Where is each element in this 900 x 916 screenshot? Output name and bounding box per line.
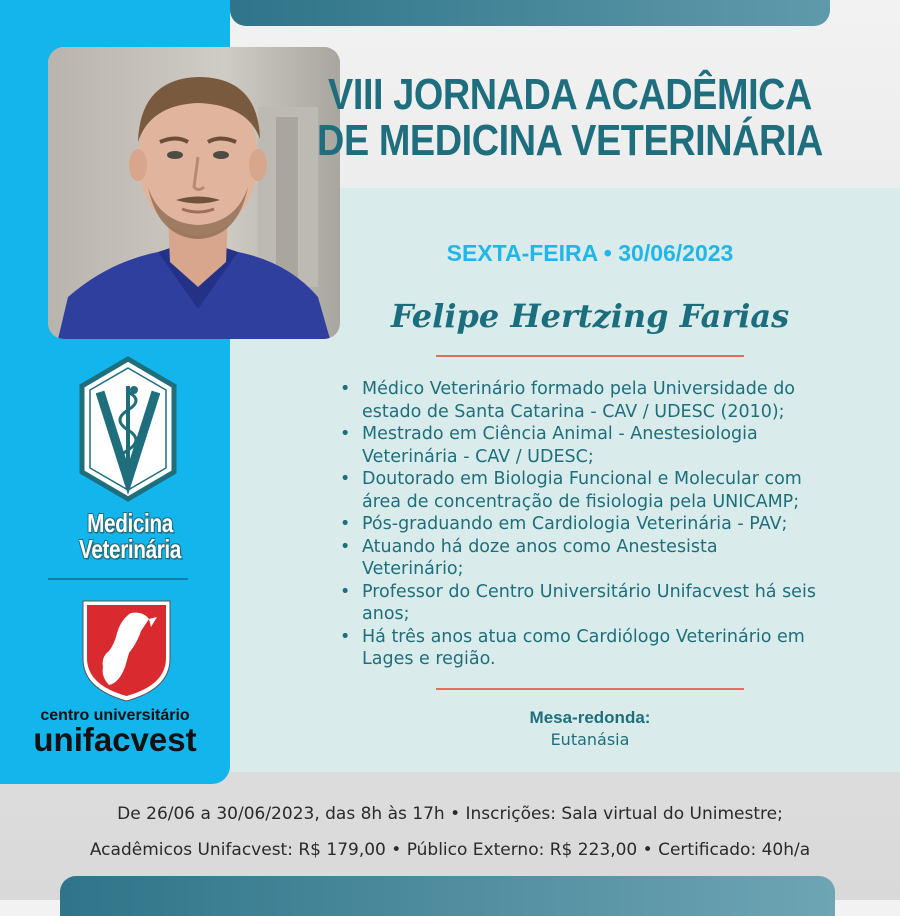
divider-bottom <box>436 688 744 690</box>
course-name-line1: Medicina <box>87 508 173 538</box>
bio-item-line: • Há três anos atua como Cardiólogo Veterinário em <box>362 626 805 647</box>
speaker-bio-list <box>336 378 856 671</box>
footer-line2: Acadêmicos Unifacvest: R$ 179,00 • Público Externo: R$ 223,00 • Certificado: 40h/a <box>89 840 811 860</box>
footer-line1: De 26/06 a 30/06/2023, das 8h às 17h • Inscrições: Sala virtual do Unimestre; <box>117 804 783 824</box>
bio-item-line: • Atuando há doze anos como Anestesista <box>362 536 718 557</box>
session-label: Mesa-redonda: <box>529 708 651 727</box>
bio-item <box>336 423 856 468</box>
bio-item-line: Lages e região. <box>362 649 496 669</box>
bio-item-line: estado de Santa Catarina - CAV / UDESC (2010); <box>362 401 785 422</box>
bio-item <box>336 378 856 423</box>
bio-item <box>336 513 856 536</box>
bio-item-line: área de concentração de fisiologia pela UNICAMP; <box>362 491 800 512</box>
event-title-line2: DE MEDICINA VETERINÁRIA <box>317 116 823 165</box>
unifacvest-shield-logo <box>79 597 174 705</box>
event-title-line1: VIII JORNADA ACADÊMICA <box>328 70 812 119</box>
bio-item-line: • Mestrado em Ciência Animal - Anestesiologia <box>362 424 758 444</box>
divider-top <box>436 355 744 357</box>
bio-item-line: • Doutorado em Biologia Funcional e Molecular com <box>362 469 802 489</box>
bio-item <box>336 468 856 513</box>
speaker-name: Felipe Hertzing Farias <box>390 297 790 335</box>
bio-item-line: anos; <box>362 604 410 624</box>
bottom-accent-bar <box>60 876 835 916</box>
bio-item-line: Veterinária - CAV / UDESC; <box>362 446 594 467</box>
institution-name: unifacvest <box>33 721 197 758</box>
bio-item <box>336 536 856 581</box>
event-date: SEXTA-FEIRA • 30/06/2023 <box>446 240 734 266</box>
course-name-line2: Veterinária <box>79 534 181 564</box>
bio-item <box>336 581 856 626</box>
bio-item-line: Veterinário; <box>362 559 464 579</box>
bio-item-line: • Professor do Centro Universitário Unifacvest há seis <box>362 581 816 602</box>
bio-item-line: • Médico Veterinário formado pela Universidade do <box>362 379 796 399</box>
bio-item <box>336 626 856 671</box>
vet-caduceus-hexagon-icon <box>78 356 178 502</box>
institution-subtitle: centro universitário <box>40 707 190 724</box>
event-title <box>295 72 845 164</box>
bio-item-line: • Pós-graduando em Cardiologia Veterinária - PAV; <box>362 514 788 534</box>
top-accent-bar <box>230 0 830 26</box>
logo-divider <box>48 578 188 580</box>
session-topic: Eutanásia <box>550 730 630 749</box>
